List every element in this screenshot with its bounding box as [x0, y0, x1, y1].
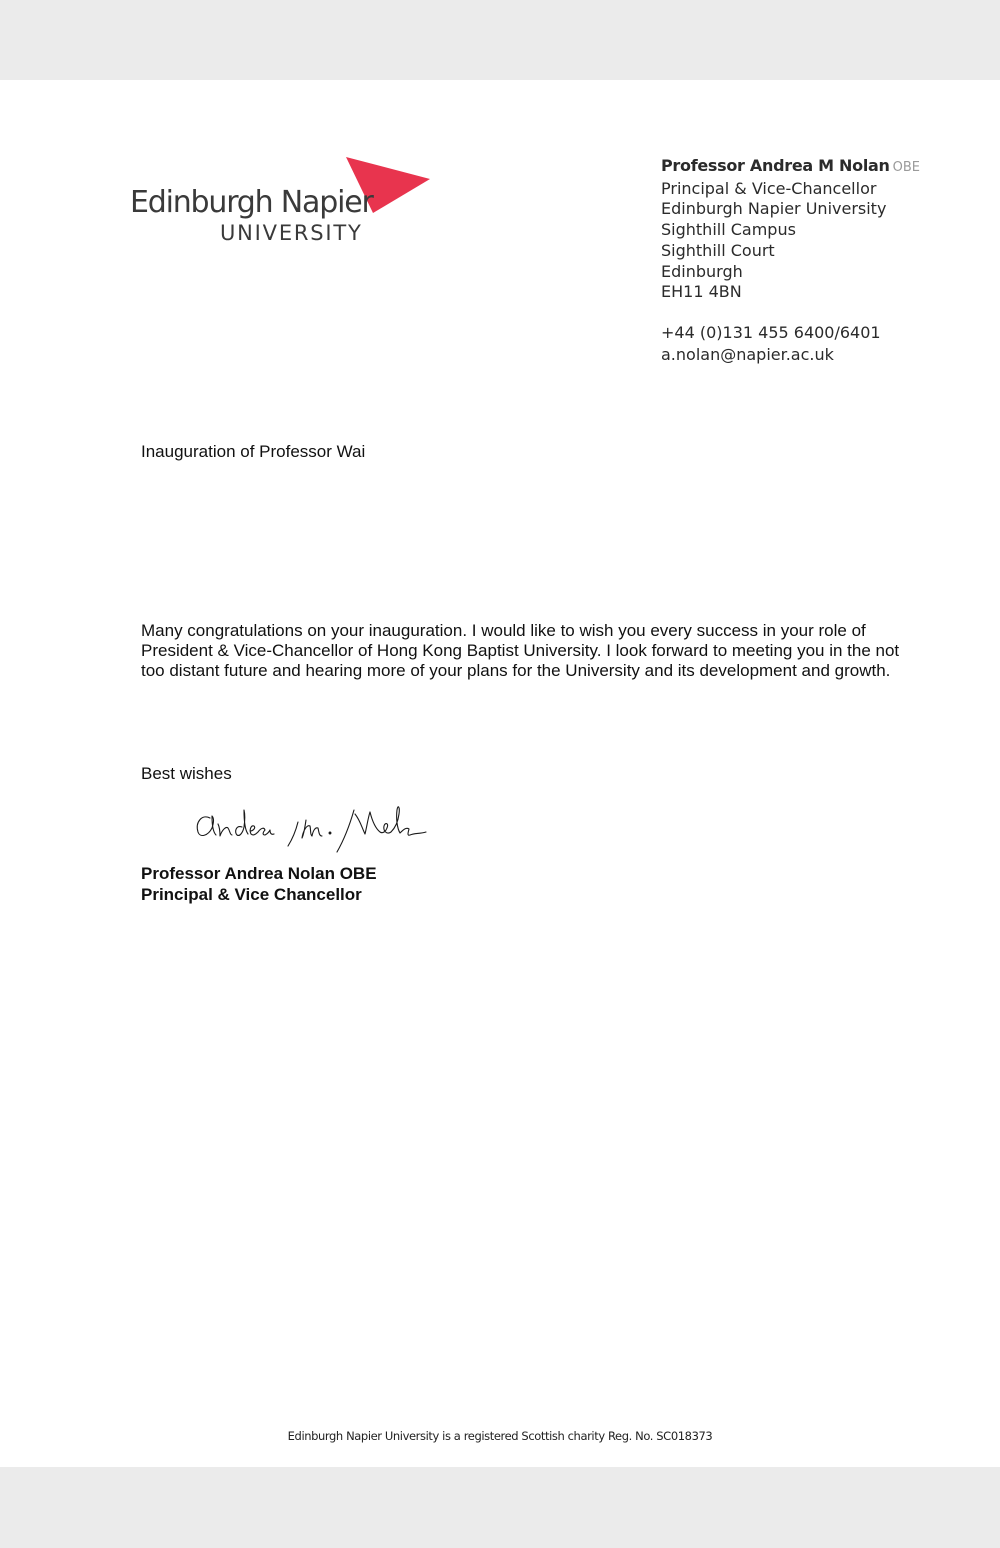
sender-address: [661, 156, 920, 366]
sender-court: Sighthill Court: [661, 240, 775, 260]
sender-post-nominal: OBE: [892, 160, 920, 175]
sender-email[interactable]: a.nolan@napier.ac.uk: [661, 344, 834, 364]
signature-block: [141, 864, 377, 905]
footer-charity-note: Edinburgh Napier University is a registered Scottish charity Reg. No. SC018373: [287, 1429, 713, 1443]
sender-name: Professor Andrea M Nolan: [661, 156, 890, 175]
logo-subtitle: UNIVERSITY: [220, 221, 363, 245]
letter-closing: Best wishes: [141, 764, 232, 783]
sender-phone: +44 (0)131 455 6400/6401: [661, 322, 881, 342]
signatory-name: Professor Andrea Nolan OBE: [141, 864, 377, 883]
letter-body: Many congratulations on your inauguration. I would like to wish you every success in your role of President & Vice-Chancellor of Hong Kong Baptist University. I look forward to meeting you in the not too distant future and hearing more of your plans for the University and its development and growth.: [141, 621, 900, 680]
sender-name-line: [661, 156, 920, 179]
handwritten-signature: [190, 800, 445, 855]
sender-institution: Edinburgh Napier University: [661, 199, 887, 219]
university-logo: [130, 157, 440, 257]
sender-postcode: EH11 4BN: [661, 282, 742, 302]
address-spacer: [661, 303, 920, 322]
signatory-title: Principal & Vice Chancellor: [141, 884, 362, 904]
sender-title: Principal & Vice-Chancellor: [661, 178, 877, 198]
letter-page: [0, 80, 1000, 1467]
letter-subject: Inauguration of Professor Wai: [141, 442, 366, 461]
logo-name: Edinburgh Napier: [130, 185, 373, 220]
sender-city: Edinburgh: [661, 261, 743, 281]
sender-campus: Sighthill Campus: [661, 220, 796, 240]
